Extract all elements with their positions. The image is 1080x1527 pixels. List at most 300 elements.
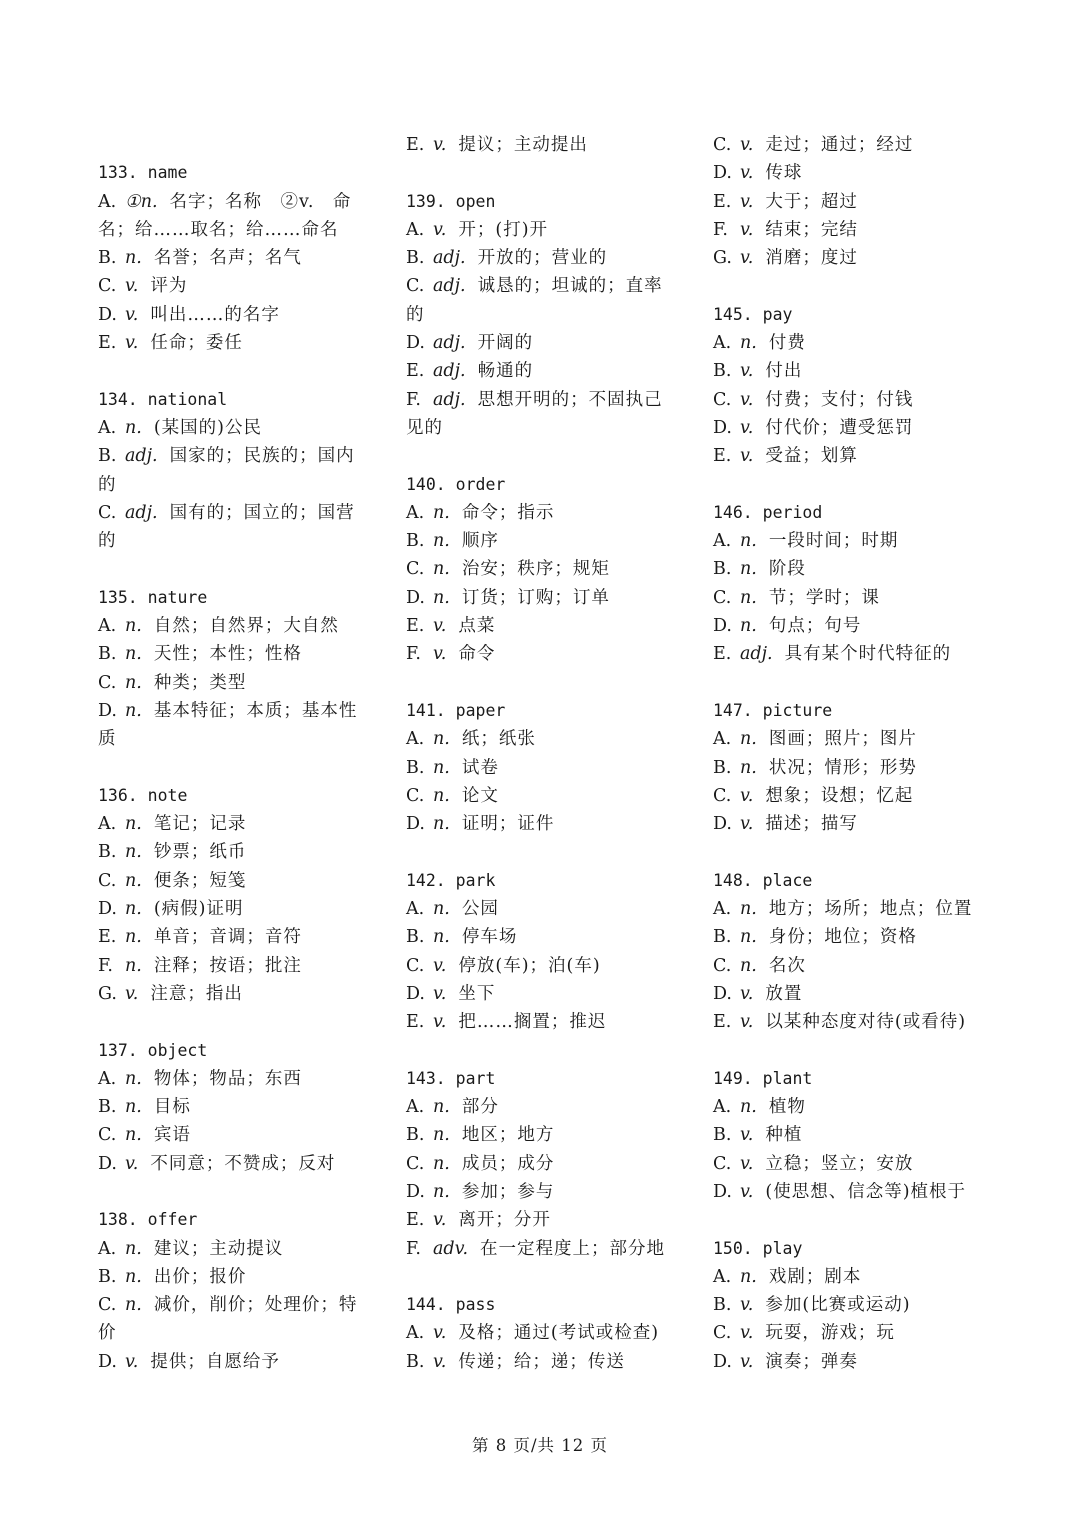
part-of-speech: v. [740,135,754,155]
option-letter: A. [713,333,732,354]
definition-text: 结束；完结 [765,219,858,240]
definition-line [406,244,696,272]
part-of-speech: v. [740,1125,754,1146]
definition-text: 物体；物品；东西 [153,1068,302,1089]
definition-text: 句点；句号 [768,616,862,637]
part-of-speech: n. [125,417,142,438]
spacer [98,131,388,159]
option-letter: D. [98,1351,117,1372]
entry-headword: 139. open [406,191,496,211]
definition-line [98,669,388,697]
part-of-speech: n. [125,1125,142,1146]
definition-line [406,1093,696,1121]
option-letter: A. [713,531,732,552]
option-letter: B. [406,927,425,948]
option-letter: C. [406,1153,425,1174]
definition-line [406,386,696,414]
part-of-speech: v. [433,1210,447,1231]
definition-text: 命令 [458,644,496,665]
part-of-speech: n. [433,729,450,750]
definition-text: 国有的；国立的；国营 [169,502,355,523]
part-of-speech: v. [433,644,447,665]
definition-line [98,867,388,895]
definition-line [406,272,696,300]
definition-text: 把……搁置；推迟 [458,1012,607,1033]
definition-text: 节；学时；课 [768,587,880,608]
definition-text: 思想开明的；不固执己 [477,389,663,410]
definition-line [713,584,1003,612]
definition-text: (病假)证明 [153,899,244,920]
definition-line [98,1150,388,1178]
definition-line [98,414,388,442]
option-letter: B. [98,248,117,269]
entry-headword: 148. place [713,870,813,890]
part-of-speech: n. [125,870,142,891]
definition-text: 试卷 [461,757,499,778]
definition-line [406,1206,696,1234]
column-3 [713,131,1003,1376]
definition-line [406,923,696,951]
definition-text: 身份；地位；资格 [768,927,917,948]
entry-headword: 140. order [406,474,506,494]
definition-text: (某国的)公民 [153,417,262,438]
definition-line [713,1291,1003,1319]
definition-text: 戏剧；剧本 [768,1266,862,1287]
option-letter: G. [713,248,732,269]
definition-text: 自然；自然界；大自然 [153,616,339,637]
definition-text: 订货；订购；订单 [461,587,610,608]
definition-text: 状况；情形；形势 [768,757,917,778]
definition-line [406,810,696,838]
definition-text: 评为 [150,276,188,297]
definition-text: 部分 [461,1097,499,1118]
spacer [406,838,696,866]
part-of-speech: n. [740,531,757,552]
part-of-speech: adj. [433,333,466,354]
part-of-speech: v. [740,785,754,806]
definition-line [713,612,1003,640]
part-of-speech: n. [433,1153,450,1174]
option-letter: B. [406,1351,425,1372]
option-letter: E. [406,1210,425,1231]
part-of-speech: v. [740,446,754,467]
definition-text: 离开；分开 [458,1210,551,1231]
spacer [98,1008,388,1036]
part-of-speech: v. [740,814,754,835]
definition-line [713,923,1003,951]
definition-line [713,1348,1003,1376]
option-letter: F. [406,389,421,410]
definition-text: 开阔的 [477,333,534,354]
option-letter: C. [713,1153,732,1174]
part-of-speech: v. [125,1351,139,1372]
part-of-speech: v. [740,248,754,269]
definition-line [713,1178,1003,1206]
entry-headword: 150. play [713,1238,803,1258]
definition-line [713,895,1003,923]
option-letter: B. [98,446,117,467]
part-of-speech: adj. [433,389,466,410]
option-letter: D. [406,983,425,1004]
option-letter: E. [713,191,732,212]
part-of-speech: v. [125,1153,139,1174]
option-letter: D. [713,1351,732,1372]
entry-headword: 137. object [98,1040,208,1060]
option-letter: A. [98,1238,117,1259]
definition-text: 地区；地方 [461,1125,555,1146]
entry-headword: 149. plant [713,1068,813,1088]
option-letter: D. [406,587,425,608]
definition-line [98,1093,388,1121]
option-letter: C. [713,135,732,155]
definition-line [713,131,1003,159]
part-of-speech: v. [433,135,447,155]
definition-text: 玩耍，游戏；玩 [765,1323,895,1344]
definition-line [98,952,388,980]
option-letter: D. [98,899,117,920]
definition-line [713,980,1003,1008]
part-of-speech: n. [125,842,142,863]
part-of-speech: n. [740,559,757,580]
definition-line [713,1121,1003,1149]
definition-line [713,386,1003,414]
definition-text: 付代价；遭受惩罚 [765,417,914,438]
definition-text: 开；(打)开 [458,219,549,240]
definition-text: 提供；自愿给予 [150,1351,280,1372]
definition-line [713,527,1003,555]
part-of-speech: v. [740,389,754,410]
definition-text: 注释；按语；批注 [153,955,302,976]
option-letter: G. [98,983,117,1004]
definition-text: 停放(车)；泊(车) [458,955,601,976]
definition-text: 受益；划算 [765,446,858,467]
definition-text: 宾语 [153,1125,191,1146]
entry-headword: 143. part [406,1068,496,1088]
definition-text: 诚恳的；坦诚的；直率 [477,276,663,297]
definition-line [406,640,696,668]
definition-line [713,1008,1003,1036]
option-letter: C. [713,785,732,806]
part-of-speech: n. [433,502,450,523]
option-letter: C. [406,785,425,806]
spacer [713,471,1003,499]
option-letter: C. [406,955,425,976]
definition-continuation: 名；给……取名；给……命名 [98,219,339,240]
definition-text: 论文 [461,785,499,806]
definition-line [406,357,696,385]
definition-line [406,612,696,640]
definition-text: 付费 [768,333,806,354]
definition-text: 公园 [461,899,499,920]
part-of-speech: n. [740,333,757,354]
part-of-speech: n. [740,757,757,778]
definition-line [98,1291,388,1319]
definition-text: 名誉；名声；名气 [153,248,302,269]
definition-line [98,1263,388,1291]
definition-text: 纸；纸张 [461,729,536,750]
definition-text: 减价，削价；处理价；特 [153,1295,358,1316]
definition-text: 在一定程度上；部分地 [480,1238,666,1259]
part-of-speech: n. [125,1238,142,1259]
part-of-speech: n. [433,927,450,948]
definition-line [98,188,388,216]
definition-line [713,1263,1003,1291]
definition-text: 想象；设想；忆起 [765,785,914,806]
part-of-speech: n. [433,785,450,806]
spacer [713,669,1003,697]
definition-line [98,1121,388,1149]
spacer [406,159,696,187]
definition-line [98,244,388,272]
option-letter: A. [406,502,425,523]
option-letter: B. [406,248,425,269]
part-of-speech: v. [433,955,447,976]
option-letter: C. [713,389,732,410]
spacer [98,1178,388,1206]
definition-continuation: 质 [98,729,117,750]
option-letter: F. [406,644,421,665]
part-of-speech: n. [740,955,757,976]
option-letter: F. [406,1238,421,1259]
option-letter: A. [98,191,117,212]
definition-text: 开放的；营业的 [477,248,608,269]
part-of-speech: adj. [433,276,466,297]
definition-line [713,810,1003,838]
definition-text: 及格；通过(考试或检查) [458,1323,660,1344]
entry-headword: 147. picture [713,700,833,720]
option-letter: D. [98,700,117,721]
option-letter: B. [713,1125,732,1146]
definition-text: 基本特征；本质；基本性 [153,700,358,721]
definition-text: 名字；名称 ②v. 命 [169,191,352,212]
definition-line [406,216,696,244]
part-of-speech: v. [740,983,754,1004]
definition-line [98,1348,388,1376]
option-letter: C. [713,1323,732,1344]
part-of-speech: v. [433,1351,447,1372]
spacer [98,754,388,782]
definition-text: 单音；音调；音符 [153,927,302,948]
part-of-speech: v. [740,163,754,184]
entry-headword: 141. paper [406,700,506,720]
option-letter: C. [713,587,732,608]
option-letter: D. [713,163,732,184]
entry-headword: 146. period [713,502,823,522]
option-letter: B. [98,842,117,863]
definition-continuation: 见的 [406,417,443,438]
definition-line [713,952,1003,980]
part-of-speech: v. [740,1012,754,1033]
definition-text: 具有某个时代特征的 [784,644,952,665]
page-footer: 第 8 页/共 12 页 [471,1436,609,1455]
definition-line [406,131,696,159]
part-of-speech: n. [125,1068,142,1089]
part-of-speech: adj. [740,644,773,665]
part-of-speech: v. [125,304,139,325]
definition-text: 阶段 [768,559,806,580]
option-letter: E. [406,1012,425,1033]
definition-text: (使思想、信念等)植根于 [765,1181,967,1202]
entry-headword: 145. pay [713,304,793,324]
option-letter: A. [98,814,117,835]
definition-text: 付出 [765,361,803,382]
definition-line [713,244,1003,272]
option-letter: E. [406,135,425,155]
option-letter: D. [406,1181,425,1202]
definition-text: 消磨；度过 [765,248,858,269]
part-of-speech: n. [125,927,142,948]
definition-text: 目标 [153,1097,191,1118]
part-of-speech: ①n. [125,191,158,212]
definition-line [98,838,388,866]
spacer [98,357,388,385]
part-of-speech: n. [433,1097,450,1118]
option-letter: D. [406,333,425,354]
definition-line [713,555,1003,583]
part-of-speech: adj. [433,361,466,382]
definition-text: 提议；主动提出 [458,135,588,155]
definition-line [98,980,388,1008]
part-of-speech: v. [433,1012,447,1033]
part-of-speech: n. [433,1125,450,1146]
option-letter: D. [713,417,732,438]
part-of-speech: n. [433,814,450,835]
definition-line [98,272,388,300]
part-of-speech: v. [740,1181,754,1202]
definition-text: 任命；委任 [150,333,243,354]
option-letter: E. [713,446,732,467]
option-letter: F. [713,219,728,240]
definition-continuation: 的 [98,474,117,495]
part-of-speech: n. [125,644,142,665]
part-of-speech: adv. [433,1238,469,1259]
definition-text: 注意；指出 [150,983,243,1004]
option-letter: A. [713,729,732,750]
option-letter: A. [98,1068,117,1089]
part-of-speech: n. [125,955,142,976]
part-of-speech: n. [740,927,757,948]
spacer [406,442,696,470]
part-of-speech: n. [125,1097,142,1118]
part-of-speech: n. [740,729,757,750]
definition-text: 参加(比赛或运动) [765,1295,911,1316]
part-of-speech: v. [125,276,139,297]
definition-line [406,1150,696,1178]
option-letter: A. [713,1097,732,1118]
option-letter: E. [98,333,117,354]
definition-text: 走过；通过；经过 [765,135,914,155]
part-of-speech: n. [125,899,142,920]
spacer [713,1037,1003,1065]
definition-line [98,1235,388,1263]
definition-continuation: 价 [98,1323,117,1344]
definition-line [98,697,388,725]
option-letter: E. [406,616,425,637]
part-of-speech: n. [433,587,450,608]
definition-line [406,1348,696,1376]
option-letter: F. [98,955,113,976]
part-of-speech: n. [740,1266,757,1287]
option-letter: C. [713,955,732,976]
part-of-speech: adj. [125,446,158,467]
entry-headword: 142. park [406,870,496,890]
option-letter: B. [98,644,117,665]
part-of-speech: v. [740,361,754,382]
entry-headword: 136. note [98,785,188,805]
option-letter: B. [713,361,732,382]
option-letter: A. [406,729,425,750]
definition-line [98,329,388,357]
option-letter: E. [713,644,732,665]
entry-headword: 138. offer [98,1210,198,1230]
definition-text: 坐下 [458,983,496,1004]
part-of-speech: n. [740,1097,757,1118]
definition-text: 图画；照片；图片 [768,729,917,750]
option-letter: D. [406,814,425,835]
part-of-speech: v. [433,1323,447,1344]
part-of-speech: v. [740,1295,754,1316]
definition-text: 证明；证件 [461,814,555,835]
definition-line [406,1235,696,1263]
spacer [713,272,1003,300]
part-of-speech: n. [740,616,757,637]
definition-line [98,640,388,668]
option-letter: B. [713,757,732,778]
definition-text: 笔记；记录 [153,814,247,835]
definition-text: 国家的；民族的；国内 [169,446,355,467]
option-letter: C. [98,1295,117,1316]
definition-text: 名次 [768,955,806,976]
spacer [406,1263,696,1291]
option-letter: B. [713,559,732,580]
part-of-speech: v. [740,219,754,240]
part-of-speech: adj. [433,248,466,269]
column-2 [406,131,696,1376]
definition-text: 参加；参与 [461,1181,555,1202]
option-letter: A. [406,899,425,920]
definition-text: 天性；本性；性格 [153,644,302,665]
part-of-speech: v. [433,983,447,1004]
definition-continuation: 的 [98,531,117,552]
definition-text: 顺序 [461,531,499,552]
definition-text: 放置 [765,983,803,1004]
definition-line [98,895,388,923]
definition-line [406,754,696,782]
column-1 [98,131,388,1376]
option-letter: B. [406,531,425,552]
definition-text: 命令；指示 [461,502,555,523]
definition-line [406,725,696,753]
definition-text: 以某种态度对待(或看待) [765,1012,967,1033]
option-letter: A. [713,899,732,920]
part-of-speech: v. [740,1323,754,1344]
option-letter: A. [406,1097,425,1118]
definition-line [406,980,696,1008]
part-of-speech: n. [433,757,450,778]
definition-line [713,754,1003,782]
part-of-speech: n. [433,1181,450,1202]
spacer [713,1206,1003,1234]
definition-line [98,499,388,527]
part-of-speech: n. [125,672,142,693]
entry-headword: 133. name [98,163,188,183]
definition-text: 出价；报价 [153,1266,247,1287]
definition-line [713,640,1003,668]
definition-line [406,895,696,923]
definition-line [713,725,1003,753]
part-of-speech: n. [125,700,142,721]
entry-headword: 134. national [98,389,228,409]
